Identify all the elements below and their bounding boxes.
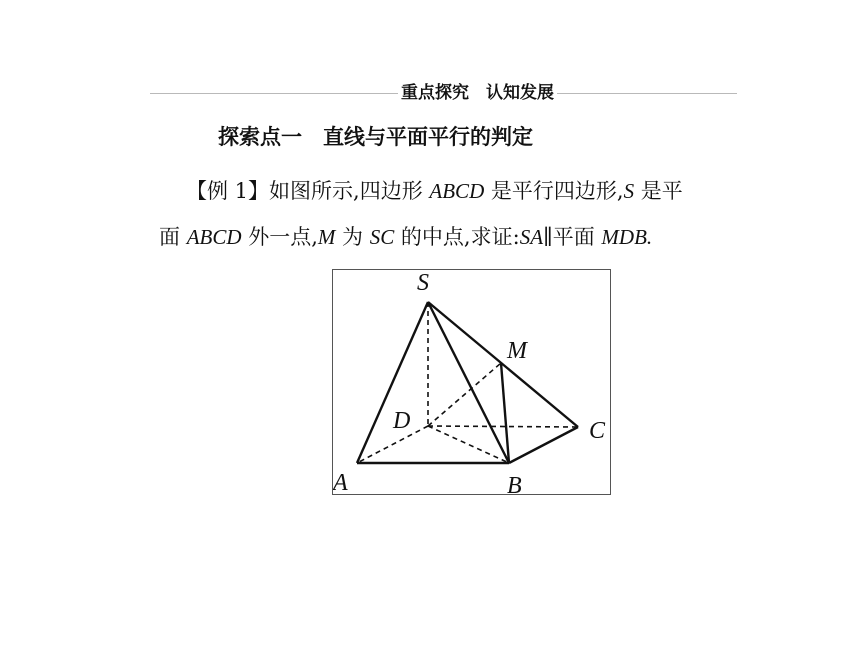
text-segment: 是平行四边形, [484, 179, 624, 203]
math-var: S [623, 179, 635, 203]
text-segment: 为 [335, 225, 370, 249]
text-segment: ∥平面 [543, 225, 602, 249]
section-title: 探索点一 直线与平面平行的判定 [218, 125, 533, 149]
text-segment: 是平 [634, 179, 683, 203]
section-header: 重点探究 认知发展 [401, 83, 554, 103]
vertex-label-c: C [589, 418, 606, 444]
math-var: ABCD [186, 225, 242, 249]
math-var: ABCD [429, 179, 485, 203]
math-var: MDB. [601, 225, 653, 249]
pyramid-diagram [333, 270, 612, 496]
problem-line-1 [186, 176, 683, 206]
edge-sc [428, 302, 578, 427]
text-segment: 面 [159, 225, 187, 249]
edge-sb [428, 302, 509, 463]
vertex-label-m: M [507, 338, 527, 364]
edge-dc [428, 426, 578, 427]
math-var: SC [369, 225, 395, 249]
edge-db [428, 426, 509, 463]
header-rule-left [150, 93, 398, 94]
problem-line-2 [159, 222, 652, 252]
edge-sa [357, 302, 428, 463]
text-segment: 的中点,求证: [394, 225, 520, 249]
math-var: SA [519, 225, 544, 249]
edge-bc [509, 427, 578, 463]
example-label: 【例 1】 [186, 179, 270, 203]
vertex-label-d: D [393, 408, 411, 434]
pyramid-figure [332, 269, 611, 495]
vertex-label-b: B [507, 473, 522, 496]
text-segment: 外一点, [241, 225, 318, 249]
text-segment: 如图所示,四边形 [269, 179, 430, 203]
vertex-label-a: A [333, 470, 348, 496]
header-rule-right [557, 93, 737, 94]
vertex-label-s: S [417, 270, 429, 296]
math-var: M [317, 225, 336, 249]
